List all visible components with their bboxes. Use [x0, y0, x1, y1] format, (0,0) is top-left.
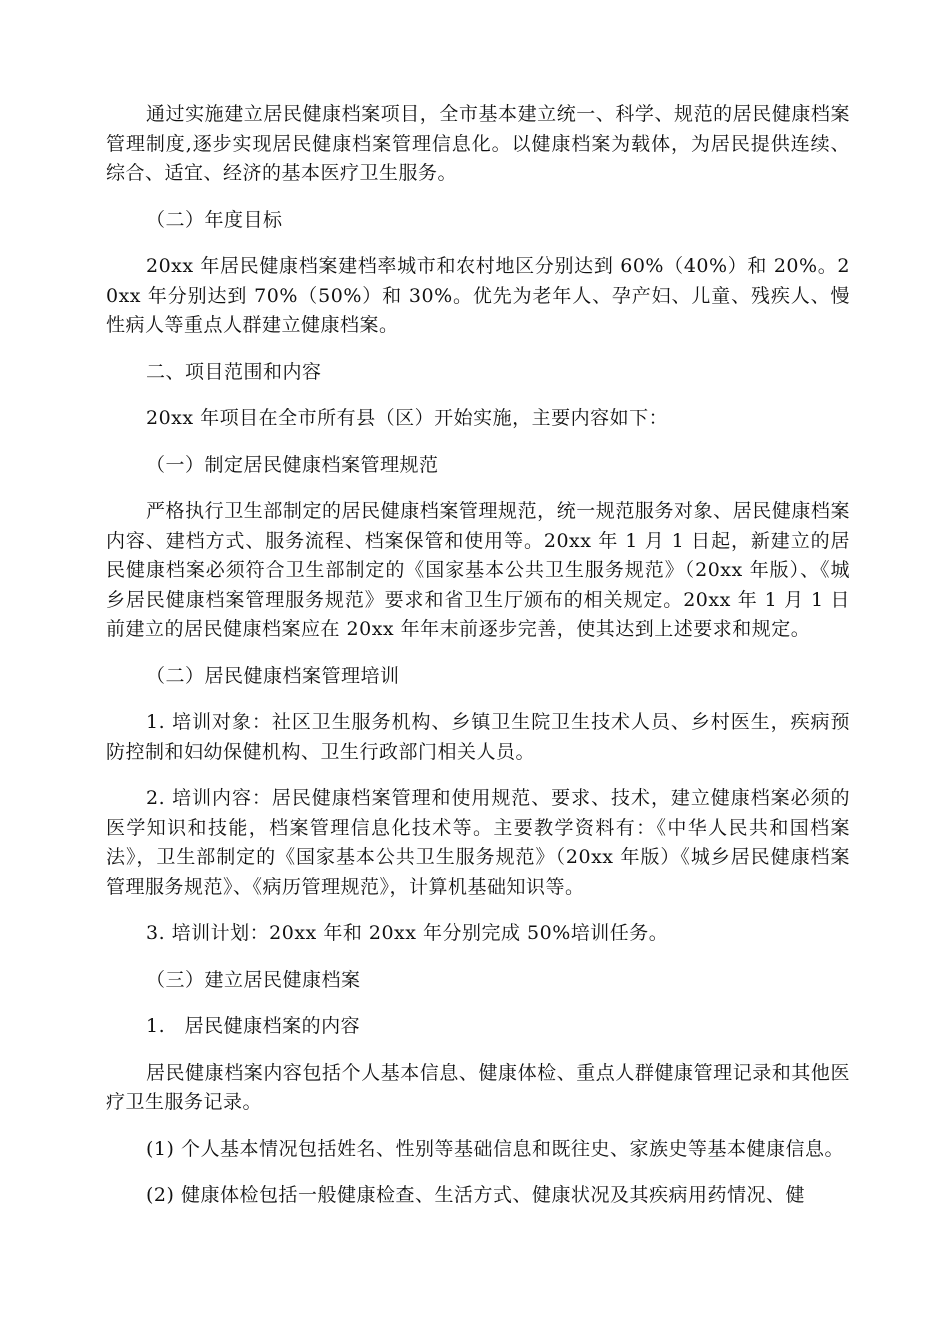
paragraph-training-plan: 3. 培训计划：20xx 年和 20xx 年分别完成 50%培训任务。 — [146, 922, 669, 944]
paragraph-personal-info: (1) 个人基本情况包括姓名、性别等基础信息和既往史、家族史等基本健康信息。 — [146, 1137, 844, 1160]
heading-project-scope: 二、项目范围和内容 — [146, 360, 322, 383]
paragraph-goal-overview: 通过实施建立居民健康档案项目，全市基本建立统一、科学、规范的居民健康档案管理制度,逐步实现居民健康档案管理信息化。以健康档案为载体，为居民提供连续、综合、适宜、经济的基本医疗卫生服务。 — [106, 103, 850, 184]
paragraph-health-exam: (2) 健康体检包括一般健康检查、生活方式、健康状况及其疾病用药情况、健 — [146, 1184, 805, 1206]
heading-record-content: 1. 居民健康档案的内容 — [146, 1015, 361, 1037]
heading-build-records: （三）建立居民健康档案 — [146, 968, 361, 991]
paragraph-training-content: 2. 培训内容：居民健康档案管理和使用规范、要求、技术，建立健康档案必须的医学知识和技能，档案管理信息化技术等。主要教学资料有：《中华人民共和国档案法》，卫生部制定的《国家基本公共卫生服务规范》（20xx 年版）《城乡居民健康档案管理服务规范》、《病历管理规范》，计算机基础知识等。 — [106, 787, 850, 898]
heading-standards: （一）制定居民健康档案管理规范 — [146, 453, 439, 476]
paragraph-standards: 严格执行卫生部制定的居民健康档案管理规范，统一规范服务对象、居民健康档案内容、建档方式、服务流程、档案保管和使用等。20xx 年 1 月 1 日起，新建立的居民健康档案必须符合卫生部制定的《国家基本公共卫生服务规范》（20xx 年版）、《城乡居民健康档案管理服务规范》要求和省卫生厅颁布的相关规定。20xx 年 1 月 1 日前建立的居民健康档案应在 20xx 年年末前逐步完善，使其达到上述要求和规定。 — [106, 500, 850, 640]
paragraph-annual-target: 20xx 年居民健康档案建档率城市和农村地区分别达到 60%（40%）和 20%。20xx 年分别达到 70%（50%）和 30%。优先为老年人、孕产妇、儿童、残疾人、慢性病人等重点人群建立健康档案。 — [106, 255, 850, 336]
paragraph-scope-intro: 20xx 年项目在全市所有县（区）开始实施，主要内容如下： — [146, 407, 669, 429]
paragraph-record-content: 居民健康档案内容包括个人基本信息、健康体检、重点人群健康管理记录和其他医疗卫生服务记录。 — [106, 1061, 850, 1113]
heading-annual-target: （二）年度目标 — [146, 208, 283, 231]
heading-training: （二）居民健康档案管理培训 — [146, 664, 400, 687]
paragraph-training-targets: 1. 培训对象：社区卫生服务机构、乡镇卫生院卫生技术人员、乡村医生，疾病预防控制和妇幼保健机构、卫生行政部门相关人员。 — [106, 711, 850, 763]
